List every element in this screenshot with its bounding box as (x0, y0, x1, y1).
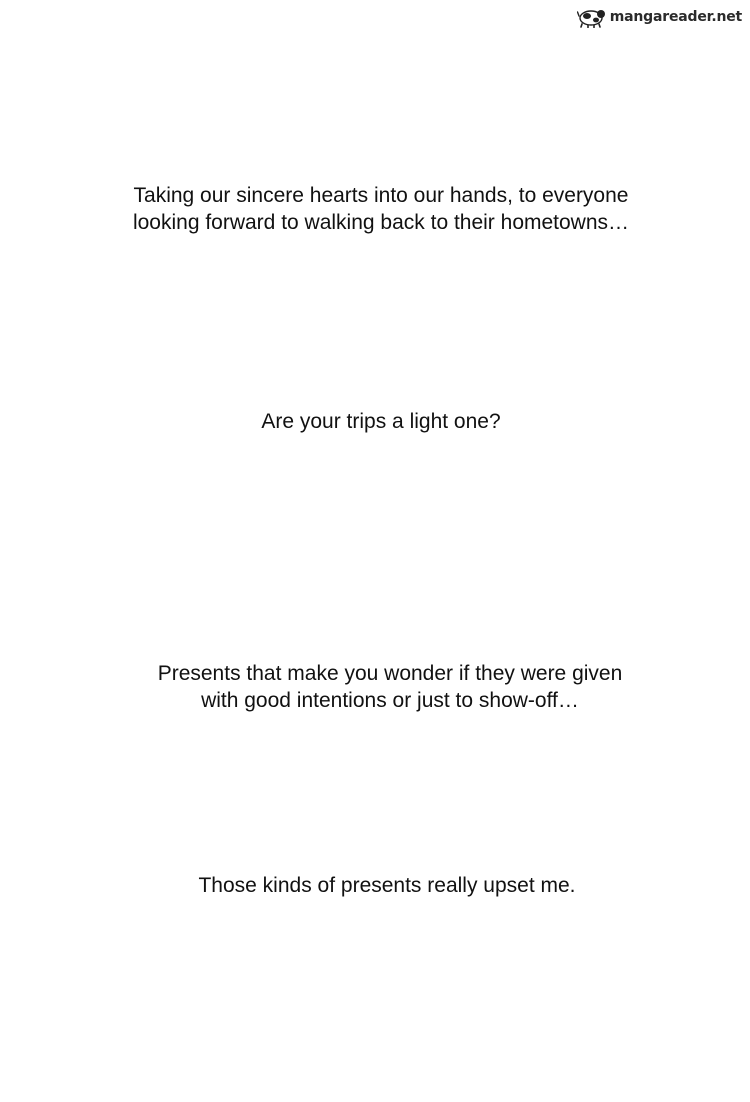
site-watermark (577, 6, 742, 28)
caption-line: Presents that make you wonder if they were given (157, 662, 623, 685)
watermark-text: mangareader.net (609, 9, 742, 25)
caption-line: Are your trips a light one? (261, 410, 501, 433)
cow-mascot-icon (577, 6, 607, 28)
caption-line: Taking our sincere hearts into our hands, to everyone (133, 184, 629, 207)
caption-block (6, 182, 750, 236)
caption-block (15, 660, 750, 714)
caption-block (12, 872, 750, 899)
caption-line: Those kinds of presents really upset me. (198, 874, 576, 897)
caption-line: looking forward to walking back to their hometowns… (132, 211, 630, 234)
caption-line: with good intentions or just to show-off… (201, 689, 579, 712)
caption-block (6, 408, 750, 435)
